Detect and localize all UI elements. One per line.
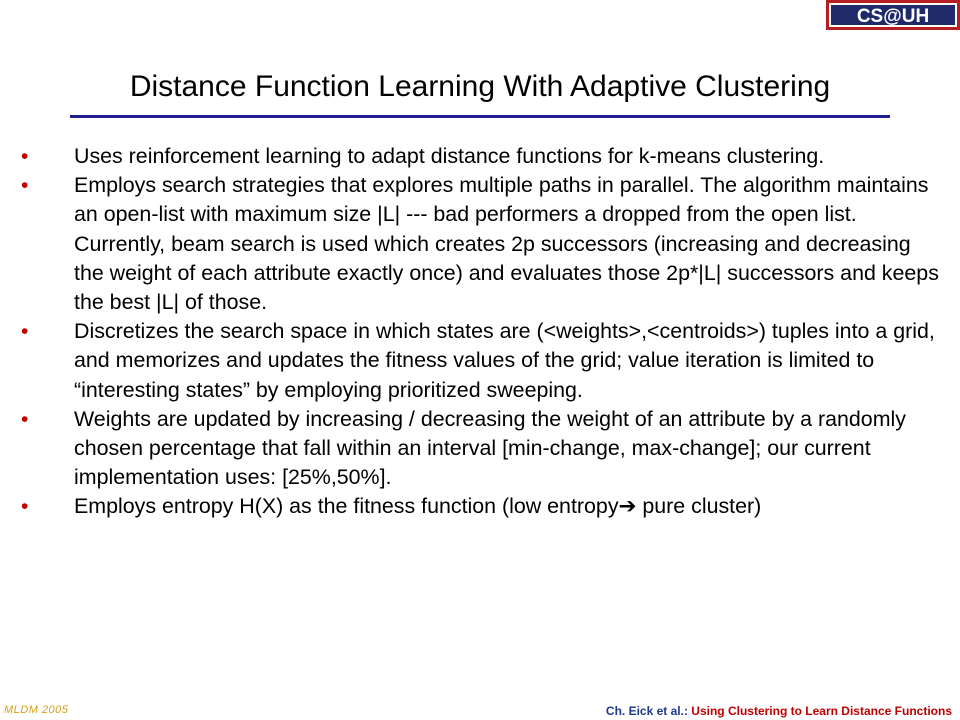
footer-author: Ch. Eick et al.: [605, 704, 688, 718]
bullet-marker: • [21, 145, 29, 168]
bullet-list [0, 142, 960, 522]
bullet-item [0, 317, 960, 405]
footer-talk-title: Using Clustering to Learn Distance Functions [691, 704, 952, 718]
bullet-text: Discretizes the search space in which states are (<weights>,<centroids>) tuples into a grid, and memorizes and updates the fitness values of the grid; value iteration is limited to “interesting states” by employing prioritized sweeping. [74, 319, 935, 402]
bullet-marker: • [21, 407, 29, 431]
svg-text:CS@UH: CS@UH [856, 6, 930, 27]
title-underline [70, 115, 890, 118]
bullet-marker: • [21, 320, 29, 344]
bullet-text: Uses reinforcement learning to adapt distance functions for k-means clustering. [74, 144, 825, 168]
cs-uh-logo [826, 0, 960, 30]
bullet-text: Employs entropy H(X) as the fitness function (low entropy➔ pure cluster) [74, 494, 762, 519]
bullet-marker: • [21, 495, 29, 519]
bullet-marker: • [21, 174, 29, 198]
bullet-item [0, 171, 960, 317]
bullet-item [0, 405, 960, 493]
footer-conference: MLDM 2005 [4, 704, 69, 716]
bullet-text: Employs search strategies that explores multiple paths in parallel. The algorithm maintains an open-list with maximum size |L| --- bad performers a dropped from the open list. Currently, beam search is used which creates 2p successors (increasing and decreasing the weight of each attribute exactly once) and evaluates those 2p*|L| successors and keeps the best |L| of those. [74, 173, 939, 315]
bullet-text: Weights are updated by increasing / decreasing the weight of an attribute by a randomly chosen percentage that fall within an interval [min-change, max-change]; our current implementation uses: [25%,50%]. [74, 406, 906, 490]
footer-citation [606, 704, 952, 718]
bullet-item [0, 142, 960, 171]
bullet-item [0, 492, 960, 521]
slide-title: Distance Function Learning With Adaptive Clustering [129, 70, 831, 103]
